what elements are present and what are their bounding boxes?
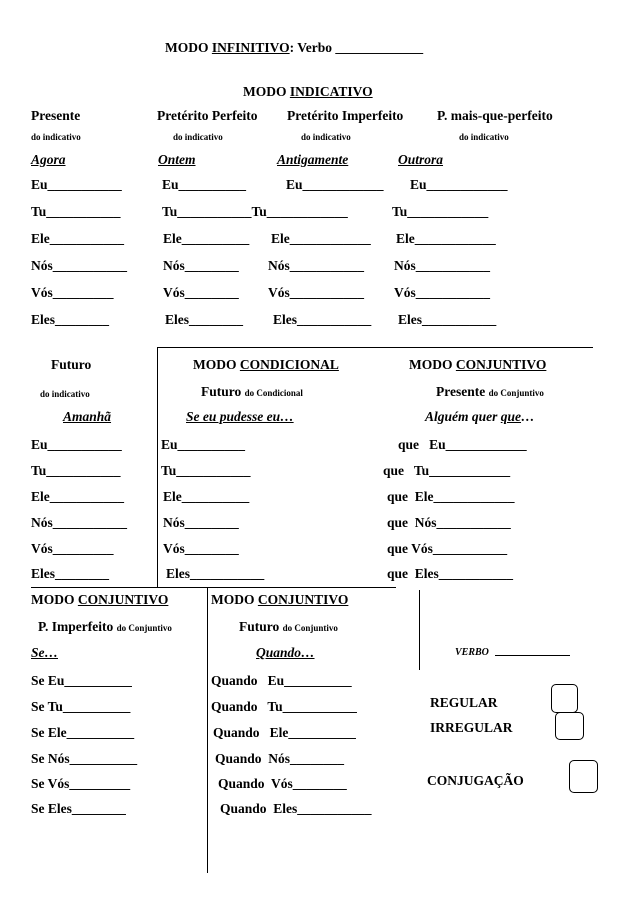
section-divider-left <box>157 347 158 587</box>
blank-condicional-tu[interactable]: Tu___________ <box>161 463 251 478</box>
blank-conj-imperfeito-eu[interactable]: Se Eu__________ <box>31 673 132 688</box>
blank-presente-nos[interactable]: Nós___________ <box>31 258 128 273</box>
tense-presente: Presente <box>31 108 81 123</box>
blank-futuro-ele[interactable]: Ele___________ <box>31 489 124 504</box>
blank-presente-vos[interactable]: Vós_________ <box>31 285 114 300</box>
blank-mqp-eles[interactable]: Eles___________ <box>398 312 497 327</box>
blank-imperfeito-nos[interactable]: Nós___________ <box>268 258 365 273</box>
blank-condicional-eles[interactable]: Eles___________ <box>166 566 265 581</box>
tense-preterito-perfeito: Pretérito Perfeito <box>157 108 258 123</box>
conjuntivo-presente-heading: MODO CONJUNTIVO <box>409 357 547 372</box>
blank-futuro-eu[interactable]: Eu___________ <box>31 437 122 452</box>
regular-label: REGULAR <box>430 695 498 710</box>
blank-futuro-nos[interactable]: Nós___________ <box>31 515 128 530</box>
conjuntivo-imperfeito-heading: MODO CONJUNTIVO <box>31 592 169 607</box>
conjugacao-checkbox[interactable] <box>569 760 598 793</box>
blank-imperfeito-vos[interactable]: Vós___________ <box>268 285 365 300</box>
cue-quando: Quando… <box>256 645 315 660</box>
conjugacao-label: CONJUGAÇÃO <box>427 773 524 788</box>
blank-conj-presente-nos[interactable]: que Nós___________ <box>387 515 511 530</box>
blank-conj-imperfeito-eles[interactable]: Se Eles________ <box>31 801 126 816</box>
blank-mqp-vos[interactable]: Vós___________ <box>394 285 491 300</box>
verbo-divider <box>419 590 420 670</box>
section-divider-top <box>157 347 593 348</box>
tense-preterito-imperfeito: Pretérito Imperfeito <box>287 108 404 123</box>
section-divider-middle <box>31 587 396 588</box>
tense-sub-preterito-imperfeito: do indicativo <box>301 132 351 142</box>
infinitive-heading: MODO INFINITIVO: Verbo _____________ <box>165 40 424 55</box>
blank-conj-futuro-nos[interactable]: Quando Nós________ <box>215 751 345 766</box>
blank-mqp-tu[interactable]: Tu____________ <box>392 204 489 219</box>
blank-presente-ele[interactable]: Ele___________ <box>31 231 124 246</box>
blank-perfeito-ele[interactable]: Ele__________ <box>163 231 250 246</box>
blank-conj-futuro-eles[interactable]: Quando Eles___________ <box>220 801 372 816</box>
blank-condicional-vos[interactable]: Vós________ <box>163 541 239 556</box>
blank-perfeito-eles[interactable]: Eles________ <box>165 312 244 327</box>
blank-conj-imperfeito-nos[interactable]: Se Nós__________ <box>31 751 138 766</box>
blank-conj-imperfeito-vos[interactable]: Se Vós_________ <box>31 776 131 791</box>
futuro-sub: do indicativo <box>40 389 90 399</box>
verbo-blank[interactable] <box>495 655 570 656</box>
blank-perfeito-nos[interactable]: Nós________ <box>163 258 239 273</box>
tense-sub-mais-que-perfeito: do indicativo <box>459 132 509 142</box>
blank-condicional-nos[interactable]: Nós________ <box>163 515 239 530</box>
tense-sub-preterito-perfeito: do indicativo <box>173 132 223 142</box>
condicional-tense: Futuro do Condicional <box>201 384 303 399</box>
blank-presente-tu[interactable]: Tu___________ <box>31 204 121 219</box>
blank-mqp-eu[interactable]: Eu____________ <box>410 177 508 192</box>
blank-mqp-ele[interactable]: Ele____________ <box>396 231 496 246</box>
verbo-label: VERBO <box>455 647 489 658</box>
blank-presente-eu[interactable]: Eu___________ <box>31 177 122 192</box>
tense-mais-que-perfeito: P. mais-que-perfeito <box>437 108 553 123</box>
blank-conj-imperfeito-tu[interactable]: Se Tu__________ <box>31 699 131 714</box>
blank-condicional-eu[interactable]: Eu__________ <box>161 437 246 452</box>
indicativo-heading: MODO INDICATIVO <box>243 84 373 99</box>
blank-futuro-eles[interactable]: Eles________ <box>31 566 110 581</box>
cue-antigamente: Antigamente <box>277 152 349 167</box>
futuro-title: Futuro <box>51 357 92 372</box>
blank-condicional-ele[interactable]: Ele__________ <box>163 489 250 504</box>
blank-presente-eles[interactable]: Eles________ <box>31 312 110 327</box>
blank-conj-presente-eles[interactable]: que Eles___________ <box>387 566 514 581</box>
cue-ontem: Ontem <box>158 152 196 167</box>
blank-perfeito-eu[interactable]: Eu__________ <box>162 177 247 192</box>
blank-conj-imperfeito-ele[interactable]: Se Ele__________ <box>31 725 135 740</box>
conjuntivo-futuro-heading: MODO CONJUNTIVO <box>211 592 349 607</box>
blank-perfeito-vos[interactable]: Vós________ <box>163 285 239 300</box>
blank-conj-futuro-tu[interactable]: Quando Tu___________ <box>211 699 357 714</box>
irregular-checkbox[interactable] <box>555 712 584 740</box>
blank-imperfeito-eles[interactable]: Eles___________ <box>273 312 372 327</box>
cue-agora: Agora <box>31 152 66 167</box>
blank-perfeito-imperfeito-tu[interactable]: Tu___________Tu____________ <box>162 204 348 219</box>
blank-conj-presente-eu[interactable]: que Eu____________ <box>398 437 527 452</box>
regular-checkbox[interactable] <box>551 684 578 713</box>
blank-futuro-vos[interactable]: Vós_________ <box>31 541 114 556</box>
blank-conj-presente-vos[interactable]: que Vós___________ <box>387 541 508 556</box>
blank-imperfeito-eu[interactable]: Eu____________ <box>286 177 384 192</box>
conjuntivo-imperfeito-tense: P. Imperfeito do Conjuntivo <box>38 619 172 634</box>
blank-conj-futuro-ele[interactable]: Quando Ele__________ <box>213 725 356 740</box>
blank-conj-presente-ele[interactable]: que Ele____________ <box>387 489 515 504</box>
blank-futuro-tu[interactable]: Tu___________ <box>31 463 121 478</box>
blank-conj-futuro-eu[interactable]: Quando Eu__________ <box>211 673 352 688</box>
blank-imperfeito-ele[interactable]: Ele____________ <box>271 231 371 246</box>
blank-mqp-nos[interactable]: Nós___________ <box>394 258 491 273</box>
conjuntivo-presente-tense: Presente do Conjuntivo <box>436 384 544 399</box>
irregular-label: IRREGULAR <box>430 720 513 735</box>
cue-alguem-quer-que: Alguém quer que… <box>425 409 535 424</box>
conjuntivo-divider <box>207 587 208 873</box>
cue-se: Se… <box>31 645 58 660</box>
cue-amanha: Amanhã <box>63 409 112 424</box>
blank-conj-presente-tu[interactable]: que Tu____________ <box>383 463 511 478</box>
tense-sub-presente: do indicativo <box>31 132 81 142</box>
cue-se-eu-pudesse: Se eu pudesse eu… <box>186 409 294 424</box>
blank-conj-futuro-vos[interactable]: Quando Vós________ <box>218 776 347 791</box>
cue-outrora: Outrora <box>398 152 444 167</box>
conjuntivo-futuro-tense: Futuro do Conjuntivo <box>239 619 338 634</box>
condicional-heading: MODO CONDICIONAL <box>193 357 339 372</box>
